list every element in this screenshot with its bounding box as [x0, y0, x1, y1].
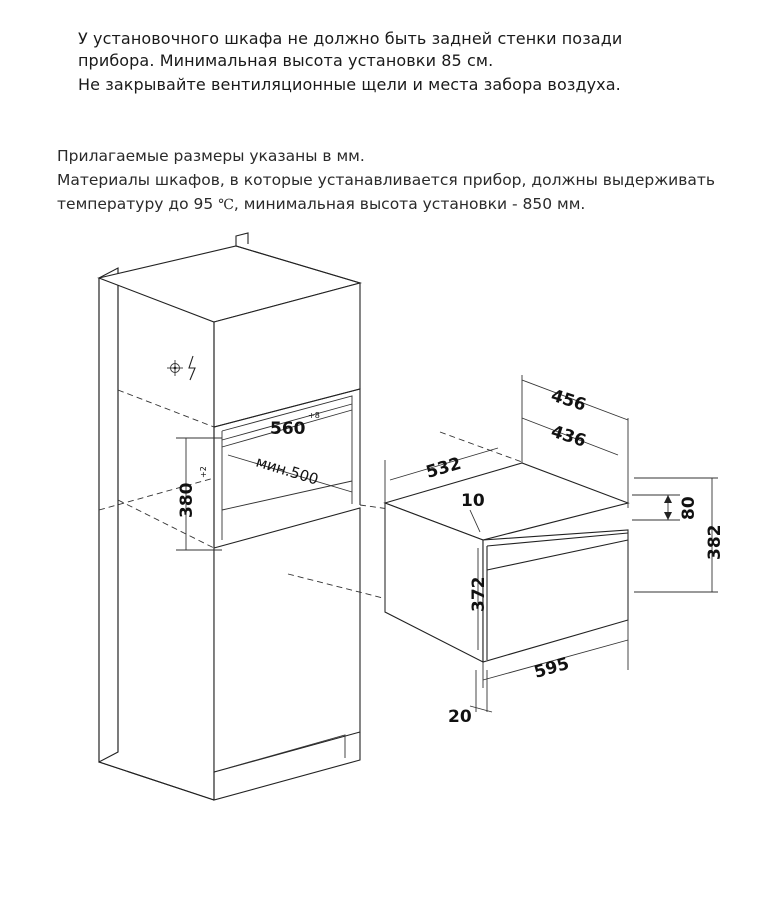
- spec-line-2: Материалы шкафов, в которые устанавливается прибор, должны выдерживать: [57, 171, 716, 189]
- dim-outer-width-label: 456: [548, 385, 589, 416]
- dim-eighty: [632, 495, 699, 520]
- note-line-1: У установочного шкафа не должно быть задней стенки позади: [78, 29, 623, 48]
- dim-total-height-label: 382: [705, 524, 725, 560]
- dim-front-thickness: [448, 670, 492, 727]
- dim-cabinet-height-tol: +2: [199, 466, 208, 478]
- dim-outer-width: [522, 380, 628, 420]
- cabinet-left-panel-edge: [99, 268, 118, 762]
- spec-line-3-a: температуру до 95: [57, 195, 219, 213]
- cabinet-lower-door: [214, 508, 360, 772]
- dim-inner-width: [522, 418, 618, 455]
- dim-depth-label: 532: [423, 453, 464, 483]
- dim-front-thickness-label: 20: [448, 707, 472, 727]
- dim-inner-width-label: 436: [548, 421, 589, 452]
- dim-cabinet-width-tol: +8: [308, 411, 320, 420]
- dim-ten-label: 10: [461, 491, 485, 511]
- appliance-front: [483, 530, 628, 662]
- dim-cabinet-height-label: 380: [177, 482, 197, 518]
- note-line-3: Не закрывайте вентиляционные щели и места забора воздуха.: [78, 75, 621, 94]
- dim-eighty-label: 80: [679, 496, 699, 520]
- appliance: [385, 375, 628, 670]
- dim-cabinet-height: [176, 438, 222, 550]
- dim-cabinet-depth: [228, 453, 352, 492]
- dim-cabinet-depth-label: мин.500: [253, 452, 321, 489]
- dim-body-height-label: 372: [469, 576, 489, 612]
- celsius-unit: ℃: [218, 197, 234, 213]
- dim-cabinet-width-label: 560: [270, 419, 306, 439]
- note-line-2: прибора. Минимальная высота установки 85 см.: [78, 51, 494, 70]
- spec-line-1: Прилагаемые размеры указаны в мм.: [57, 147, 365, 165]
- electrical-connection-icon: [167, 356, 195, 380]
- dim-front-width-label: 595: [531, 653, 572, 683]
- spec-line-3-b: , минимальная высота установки - 850 мм.: [233, 195, 586, 213]
